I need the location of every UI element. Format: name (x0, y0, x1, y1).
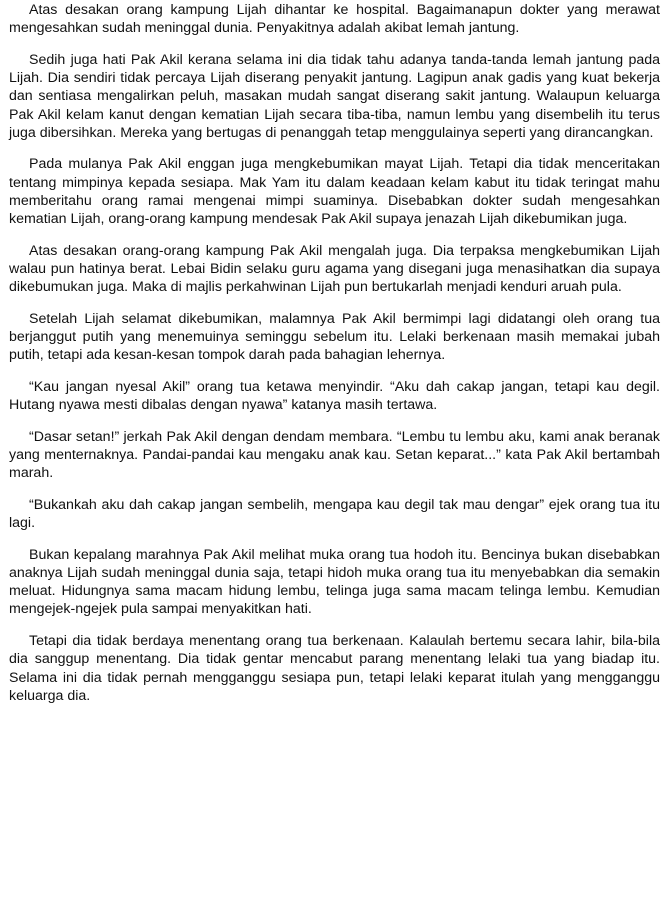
paragraph: “Dasar setan!” jerkah Pak Akil dengan dendam membara. “Lembu tu lembu aku, kami anak beranak yang menternaknya. Pandai-pandai kau mengaku anak kau. Setan keparat...” kata Pak Akil bertambah marah. (9, 428, 660, 482)
paragraph: Setelah Lijah selamat dikebumikan, malamnya Pak Akil bermimpi lagi didatangi oleh orang tua berjanggut putih yang menemuinya seminggu sebelum itu. Lelaki berkenaan masih memakai jubah putih, tetapi ada kesan-kesan tompok darah pada bahagian lehernya. (9, 310, 660, 364)
paragraph: Atas desakan orang-orang kampung Pak Akil mengalah juga. Dia terpaksa mengkebumikan Lijah walau pun hatinya berat. Lebai Bidin selaku guru agama yang disegani juga menasihatkan dia supaya dikebumukan juga. Maka di majlis perkahwinan Lijah pun bertukarlah menjadi kenduri aruah pula. (9, 242, 660, 296)
paragraph: “Bukankah aku dah cakap jangan sembelih, mengapa kau degil tak mau dengar” ejek orang tua itu lagi. (9, 496, 660, 532)
paragraph: Bukan kepalang marahnya Pak Akil melihat muka orang tua hodoh itu. Bencinya bukan disebabkan anaknya Lijah sudah meninggal dunia saja, tetapi hidoh muka orang tua itu menyebabkan dia semakin meluat. Hidungnya sama macam hidung lembu, telinga juga sama macam telinga lembu. Kemudian mengejek-ngejek pula sampai menyakitkan hati. (9, 546, 660, 618)
paragraph: “Kau jangan nyesal Akil” orang tua ketawa menyindir. “Aku dah cakap jangan, tetapi kau degil. Hutang nyawa mesti dibalas dengan nyawa” katanya masih tertawa. (9, 378, 660, 414)
paragraph: Sedih juga hati Pak Akil kerana selama ini dia tidak tahu adanya tanda-tanda lemah jantung pada Lijah. Dia sendiri tidak percaya Lijah diserang penyakit jantung. Lagipun anak gadis yang kuat bekerja dan sentiasa mengalirkan peluh, masakan mudah sangat diserang sakit jantung. Walaupun keluarga Pak Akil kelam kanut dengan kematian Lijah secara tiba-tiba, namun lembu yang disembelih itu terus juga dibersihkan. Mereka yang bertugas di penanggah tetap menggulainya seperti yang dirancangkan. (9, 51, 660, 141)
paragraph: Atas desakan orang kampung Lijah dihantar ke hospital. Bagaimanapun dokter yang merawat mengesahkan sudah meninggal dunia. Penyakitnya adalah akibat lemah jantung. (9, 2, 660, 37)
paragraph: Tetapi dia tidak berdaya menentang orang tua berkenaan. Kalaulah bertemu secara lahir, bila-bila dia sanggup menentang. Dia tidak gentar mencabut parang menentang lelaki tua yang biadap itu. Selama ini dia tidak pernah mengganggu sesiapa pun, tetapi lelaki keparat itulah yang mengganggu keluarga dia. (9, 633, 660, 704)
paragraph: Pada mulanya Pak Akil enggan juga mengkebumikan mayat Lijah. Tetapi dia tidak menceritakan tentang mimpinya kepada sesiapa. Mak Yam itu dalam keadaan kelam kabut itu tidak teringat mahu memberitahu orang ramai mengenai mimpi suaminya. Disebabkan dokter sudah mengesahkan kematian Lijah, orang-orang kampung mendesak Pak Akil supaya jenazah Lijah dikebumikan juga. (9, 156, 660, 228)
document-page (9, 1, 660, 705)
